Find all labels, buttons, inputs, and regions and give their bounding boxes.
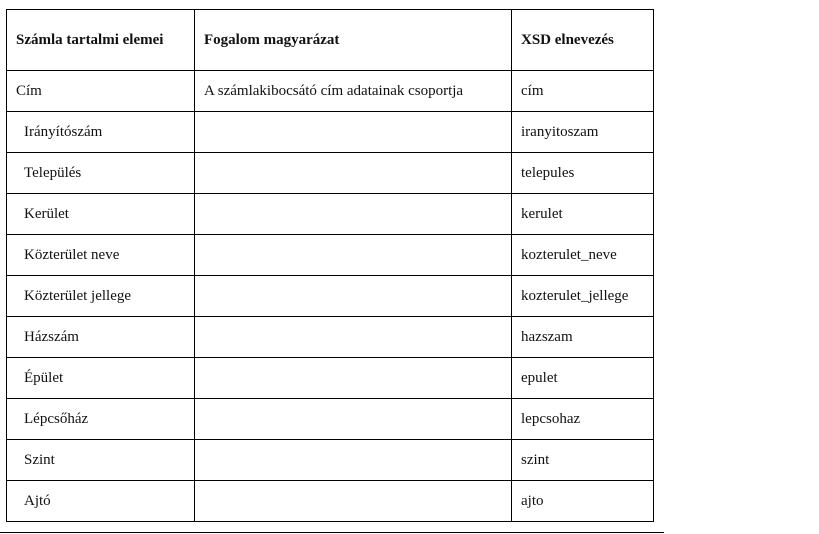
cell-element: Lépcsőház — [7, 399, 195, 440]
header-xsd-name: XSD elnevezés — [512, 10, 654, 71]
cell-xsd: telepules — [512, 153, 654, 194]
table-row — [7, 399, 654, 440]
invoice-address-spec-table — [6, 9, 654, 522]
cell-xsd: ajto — [512, 481, 654, 522]
cell-element: Cím — [7, 71, 195, 112]
cell-explanation: A számlakibocsátó cím adatainak csoportja — [195, 71, 512, 112]
table-row — [7, 235, 654, 276]
table-row — [7, 276, 654, 317]
cell-explanation — [195, 358, 512, 399]
page-bottom-rule — [0, 532, 664, 533]
cell-xsd: epulet — [512, 358, 654, 399]
cell-explanation — [195, 194, 512, 235]
cell-explanation — [195, 153, 512, 194]
cell-element: Közterület neve — [7, 235, 195, 276]
cell-xsd: iranyitoszam — [512, 112, 654, 153]
cell-xsd: kozterulet_neve — [512, 235, 654, 276]
table-header-row — [7, 10, 654, 71]
cell-explanation — [195, 440, 512, 481]
table-row — [7, 71, 654, 112]
header-content-elements: Számla tartalmi elemei — [7, 10, 195, 71]
cell-xsd: kerulet — [512, 194, 654, 235]
table-row — [7, 317, 654, 358]
cell-xsd: kozterulet_jellege — [512, 276, 654, 317]
table-row — [7, 194, 654, 235]
cell-explanation — [195, 399, 512, 440]
cell-explanation — [195, 276, 512, 317]
cell-element: Szint — [7, 440, 195, 481]
header-concept-explanation: Fogalom magyarázat — [195, 10, 512, 71]
cell-element: Ajtó — [7, 481, 195, 522]
table-row — [7, 153, 654, 194]
table-row — [7, 481, 654, 522]
cell-element: Település — [7, 153, 195, 194]
cell-explanation — [195, 235, 512, 276]
table-row — [7, 112, 654, 153]
cell-element: Házszám — [7, 317, 195, 358]
cell-xsd: szint — [512, 440, 654, 481]
cell-xsd: cím — [512, 71, 654, 112]
cell-explanation — [195, 481, 512, 522]
cell-element: Irányítószám — [7, 112, 195, 153]
cell-xsd: hazszam — [512, 317, 654, 358]
cell-explanation — [195, 317, 512, 358]
cell-xsd: lepcsohaz — [512, 399, 654, 440]
table-row — [7, 358, 654, 399]
table-row — [7, 440, 654, 481]
cell-explanation — [195, 112, 512, 153]
cell-element: Közterület jellege — [7, 276, 195, 317]
cell-element: Épület — [7, 358, 195, 399]
cell-element: Kerület — [7, 194, 195, 235]
